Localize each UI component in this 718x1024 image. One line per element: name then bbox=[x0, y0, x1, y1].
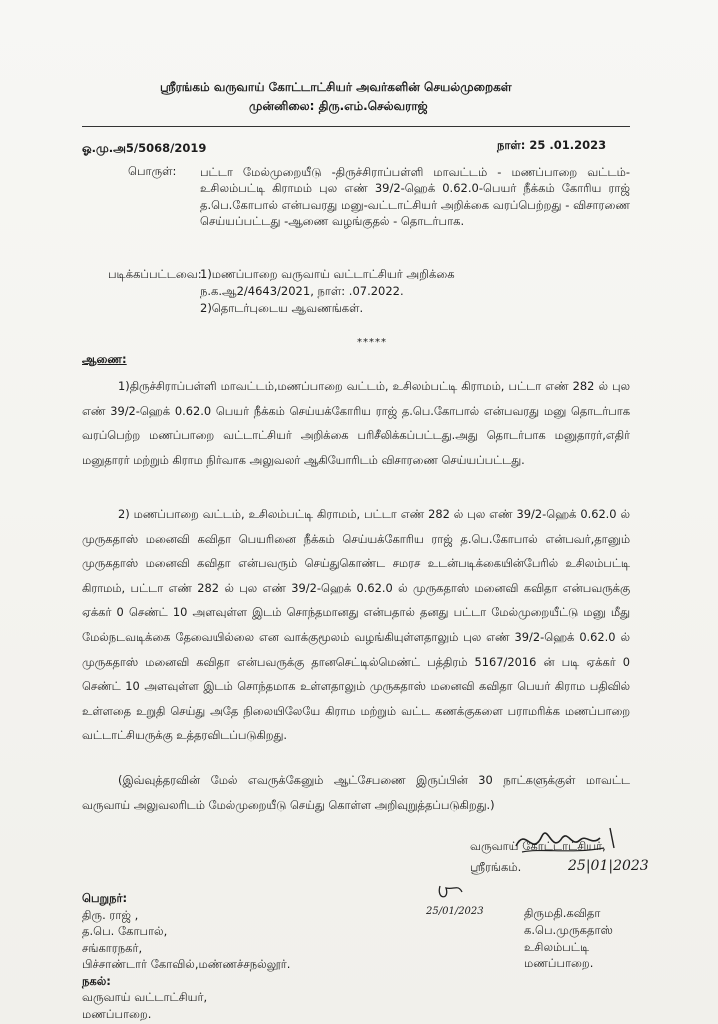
subject-label: பொருள்: bbox=[128, 164, 177, 178]
read-item-1-ref: ந.க.ஆ2/4643/2021, நாள்: .07.2022. bbox=[200, 284, 404, 298]
read-item-2: 2)தொடர்புடைய ஆவணங்கள். bbox=[200, 301, 364, 315]
order-heading: ஆணை: bbox=[82, 352, 127, 366]
reference-number: ஓ.மு.அ5/5068/2019 bbox=[82, 141, 207, 155]
copy-heading: நகல்: bbox=[82, 973, 111, 988]
second-recipient-line: மணப்பாறை. bbox=[524, 956, 594, 971]
order-paragraph-1: 1)திருச்சிராப்பள்ளி மாவட்டம்,மணப்பாறை வட்டம், உசிலம்பட்டி கிராமம், பட்டா எண் 282 ல் புல எண் 39/2-ஹெக் 0.62.0 பெயர் நீக்கம் செய்யக்கோரிய ராஜ் த.பெ.கோபால் என்பவரது மனு தொடர்பாக வரப்பெற்ற மணப்பாறை வட்டாட்சியர் அறிக்கை பரிசீலிக்கப்பட்டது.அது தொடர்பாக மனுதாரர்,எதிர் மனுதாரர் மற்றும் கிராம நிர்வாக அலுவலர் ஆகியோரிடம் விசாரணை செய்யப்பட்டது. bbox=[82, 379, 630, 467]
read-item-1: 1)மணப்பாறை வருவாய் வட்டாட்சியர் அறிக்கை bbox=[200, 267, 455, 281]
signatory-handwritten-date: 25|01|2023 bbox=[568, 858, 649, 874]
read-list bbox=[200, 266, 630, 317]
second-recipient-line: திருமதி.கவிதா bbox=[524, 906, 601, 920]
recipient-heading: பெறுநர்: bbox=[82, 891, 128, 905]
separator: ***** bbox=[357, 337, 387, 348]
order-paragraph-2: 2) மணப்பாறை வட்டம், உசிலம்பட்டி கிராமம், பட்டா எண் 282 ல் புல எண் 39/2-ஹெக் 0.62.0 ல் முருகதாஸ் மனைவி கவிதா பெயரினை நீக்கம் செய்யக்கோரிய ராஜ் த.பெ.கோபால் என்பவர்,தானும் முருகதாஸ் மனைவி கவிதா என்பவரும் செய்துகொண்ட சமரச உடன்படிக்கையின்பேரில் உசிலம்பட்டி கிராமம், பட்டா எண் 282 ல் புல எண் 39/2-ஹெக் 0.62.0 ல் முருகதாஸ் மனைவி கவிதா என்பவருக்கு ஏக்கர் 0 செண்ட் 10 அளவுள்ள இடம் சொந்தமானது என்பதால் தனது பட்டா மேல்முறையீட்டு மனு மீது மேல்நடவடிக்கை தேவையில்லை என வாக்குமூலம் வழங்கியுள்ளதாலும் புல எண் 39/2-ஹெக் 0.62.0 ல் முருகதாஸ் மனைவி கவிதா என்பவருக்கு தானசெட்டில்மெண்ட் பத்திரம் 5167/2016 ன் படி ஏக்கர் 0 செண்ட் 10 அளவுள்ள இடம் சொந்தமாக உள்ளதாலும் முருகதாஸ் மனைவி கவிதா பெயர் கிராம பதிவில் உள்ளதை உறுதி செய்து அதே நிலையிலேயே கிராம மற்றும் வட்ட கணக்குகளை பராமரிக்க மணப்பாறை வட்டாட்சியருக்கு உத்தரவிடப்படுகிறது. bbox=[82, 507, 630, 743]
second-recipient-block bbox=[524, 905, 613, 972]
presiding-officer: முன்னிலை: திரு.எம்.செல்வராஜ் bbox=[249, 99, 428, 113]
recipient-line: திரு. ராஜ் , bbox=[82, 907, 139, 922]
second-recipient-line: க.பெ.முருகதாஸ் bbox=[524, 922, 613, 937]
recipient-block bbox=[82, 890, 290, 1022]
recipient-line: த.பெ. கோபால், bbox=[82, 924, 168, 938]
copy-line: மணப்பாறை. bbox=[82, 1006, 152, 1021]
second-recipient-line: உசிலம்பட்டி bbox=[524, 939, 590, 954]
copy-line: வருவாய் வட்டாட்சியர், bbox=[82, 990, 208, 1004]
appeal-note: (இவ்வுத்தரவின் மேல் எவருக்கேனும் ஆட்சேபணை இருப்பின் 30 நாட்களுக்குள் மாவட்ட வருவாய் அலுவலரிடம் மேல்முறையீடு செய்து கொள்ள அறிவுறுத்தப்படுகிறது.) bbox=[82, 773, 630, 812]
read-label: படிக்கப்பட்டவை: bbox=[108, 267, 202, 281]
recipient-line: சங்காரநகர், bbox=[82, 940, 143, 955]
subject-text: பட்டா மேல்முறையீடு -திருச்சிராப்பள்ளி மாவட்டம் - மணப்பாறை வட்டம்- உசிலம்பட்டி கிராமம் புல எண் 39/2-ஹெக் 0.62.0-பெயர் நீக்கம் கோரிய ராஜ் த.பெ.கோபால் என்பவரது மனு-வட்டாட்சியர் அறிக்கை வரப்பெற்றது - விசாரணை செய்யப்பட்டது -ஆணை வழங்குதல் - தொடர்பாக. bbox=[200, 165, 630, 228]
office-header: ஸ்ரீரங்கம் வருவாய் கோட்டாட்சியர் அவர்களின் செயல்முறைகள் bbox=[160, 80, 512, 94]
initials-handwritten-date: 25/01/2023 bbox=[426, 906, 484, 917]
header-divider bbox=[82, 126, 630, 127]
recipient-line: பிச்சாண்டார் கோவில்,மண்ணச்சநல்லூர். bbox=[82, 957, 291, 971]
signatory-place: ஸ்ரீரங்கம். bbox=[470, 860, 522, 874]
signatory-title: வருவாய் கோட்டாட்சியர், bbox=[470, 839, 606, 853]
order-date: நாள்: 25 .01.2023 bbox=[497, 138, 607, 152]
